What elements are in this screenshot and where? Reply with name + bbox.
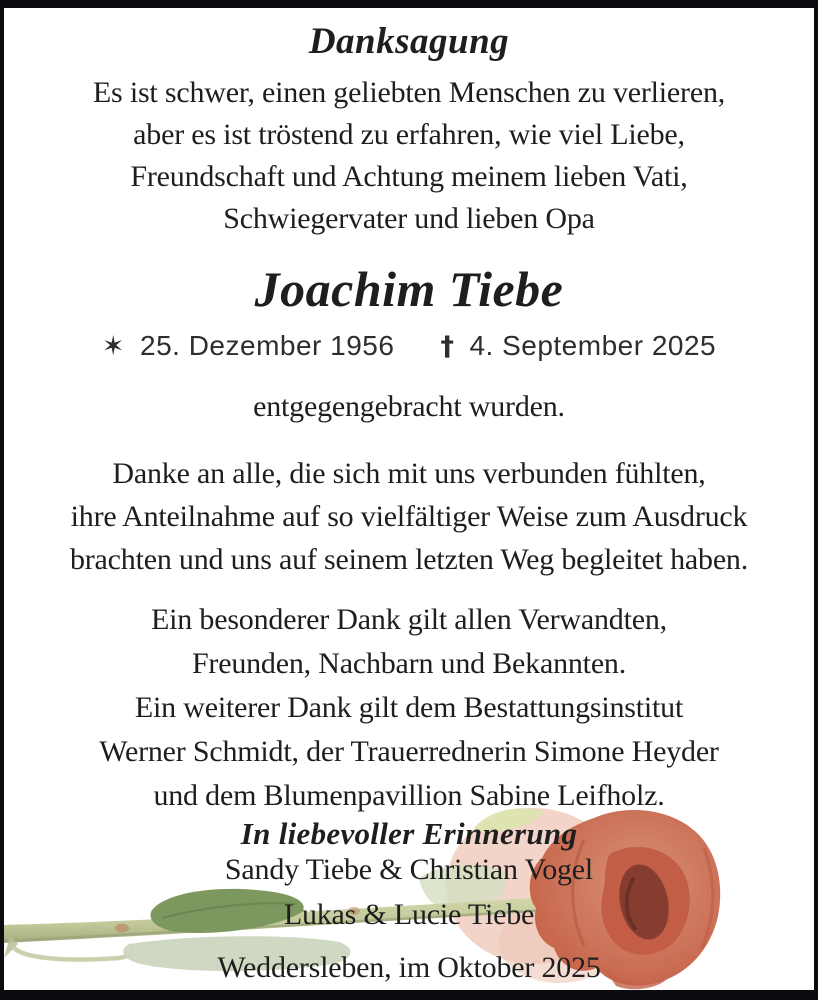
special-thanks-line: Ein besonderer Dank gilt allen Verwandten, bbox=[151, 603, 667, 636]
death-cross-icon: † bbox=[440, 331, 455, 362]
remembrance-line: In liebevoller Erinnerung bbox=[240, 816, 578, 851]
intro-line: Es ist schwer, einen geliebten Menschen zu verlieren, bbox=[92, 76, 726, 109]
intro-line: Schwiegervater und lieben Opa bbox=[223, 202, 595, 235]
birth-date-group bbox=[102, 330, 395, 362]
intro-line: aber es ist tröstend zu erfahren, wie viel Liebe, bbox=[133, 118, 685, 151]
thanks-line: brachten und uns auf seinem letzten Weg begleitet haben. bbox=[69, 543, 749, 576]
special-thanks-line: und dem Blumenpavillion Sabine Leifholz. bbox=[153, 779, 665, 812]
place-date-line: Weddersleben, im Oktober 2025 bbox=[217, 951, 601, 984]
death-date: 4. September 2025 bbox=[469, 330, 717, 361]
life-dates bbox=[4, 330, 814, 362]
birth-date: 25. Dezember 1956 bbox=[140, 330, 395, 361]
birth-star-icon: ✶ bbox=[101, 331, 125, 362]
family-line: Sandy Tiebe & Christian Vogel bbox=[224, 853, 594, 886]
thanks-line: ihre Anteilnahme auf so vielfältiger Weise zum Ausdruck bbox=[70, 500, 748, 533]
deceased-name: Joachim Tiebe bbox=[254, 261, 564, 317]
intro-line: Freundschaft und Achtung meinem lieben Vati, bbox=[130, 160, 688, 193]
special-thanks-paragraph bbox=[4, 598, 814, 818]
death-date-group bbox=[440, 330, 716, 362]
thanks-paragraph bbox=[4, 452, 814, 581]
thanks-line: Danke an alle, die sich mit uns verbunden fühlten, bbox=[112, 457, 706, 490]
intro-paragraph bbox=[4, 72, 814, 240]
special-thanks-line: Werner Schmidt, der Trauerrednerin Simone Heyder bbox=[99, 735, 719, 768]
special-thanks-line: Ein weiterer Dank gilt dem Bestattungsinstitut bbox=[134, 691, 684, 724]
family-line: Lukas & Lucie Tiebe bbox=[283, 898, 535, 931]
obituary-notice bbox=[4, 8, 814, 990]
special-thanks-line: Freunden, Nachbarn und Bekannten. bbox=[191, 647, 627, 680]
notice-title: Danksagung bbox=[308, 21, 510, 62]
continuation-line: entgegengebracht wurden. bbox=[253, 390, 565, 423]
